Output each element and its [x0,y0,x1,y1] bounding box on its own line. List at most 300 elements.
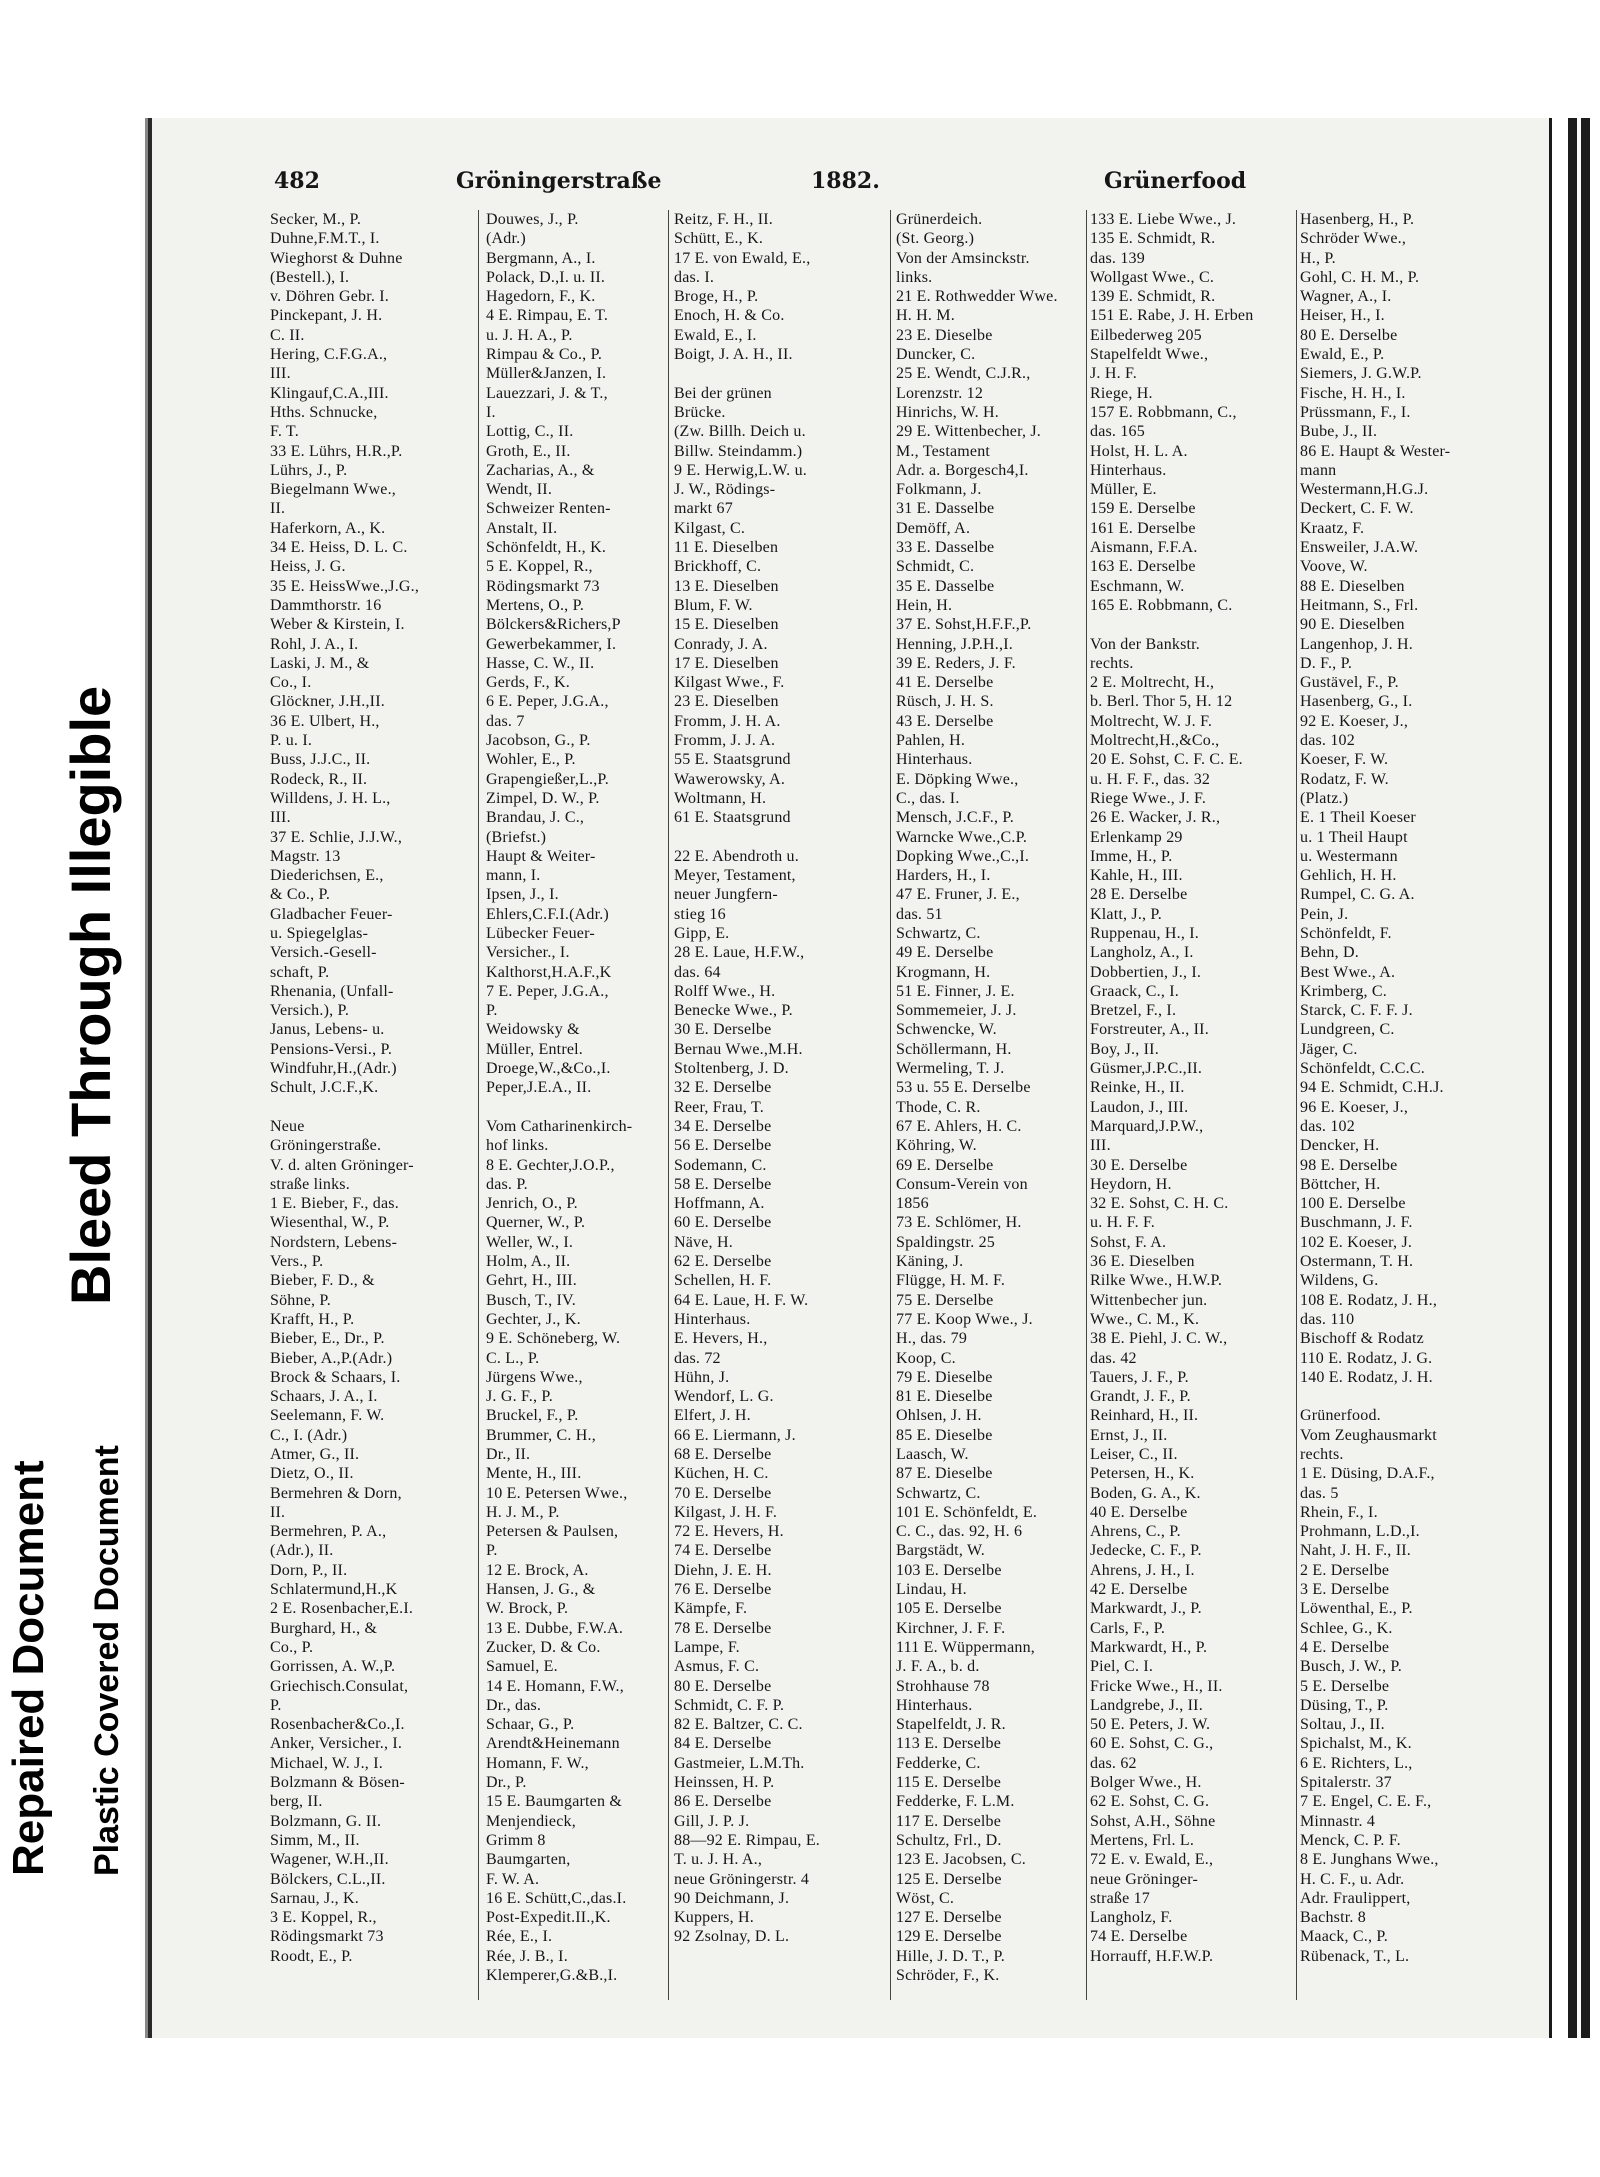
directory-entry-line: Jäger, C. [1300,1040,1358,1058]
directory-entry-line: Petersen, H., K. [1090,1465,1195,1483]
directory-entry-line: 8 E. Junghans Wwe., [1300,1851,1439,1869]
directory-entry-line: 81 E. Dieselbe [896,1388,993,1406]
directory-entry-line: Sommemeier, J. J. [896,1002,1017,1020]
directory-entry-line: Lampe, F. [674,1638,740,1656]
directory-entry-line: 117 E. Derselbe [896,1812,1002,1830]
directory-entry-line: Rosenbacher&Co.,I. [270,1716,405,1734]
directory-entry-line: Meyer, Testament, [674,867,796,885]
directory-entry-line: Bischoff & Rodatz [1300,1330,1424,1348]
directory-entry-line: 111 E. Wüppermann, [896,1638,1035,1656]
directory-entry-line: Brickhoff, C. [674,558,762,576]
directory-entry-line: Pein, J. [1300,905,1349,923]
year: 1882. [811,168,880,194]
directory-entry-line: Hein, H. [896,596,953,614]
column-divider [1086,210,1087,2000]
directory-entry-line: III. [270,365,291,383]
directory-entry-line: 6 E. Richters, L., [1300,1754,1413,1772]
directory-entry-line: Busch, T., IV. [486,1291,576,1309]
directory-entry-line: Grimm 8 [486,1831,546,1849]
column-divider [1296,210,1297,2000]
directory-entry-line: Rée, E., I. [486,1928,553,1946]
directory-entry-line: 43 E. Derselbe [896,712,994,730]
directory-entry-line: Jenrich, O., P. [486,1195,578,1213]
directory-entry-line: Homann, F. W., [486,1754,589,1772]
directory-entry-line: straße 17 [1090,1889,1151,1907]
directory-entry-line: rechts. [1090,654,1134,672]
directory-entry-line: 21 E. Rothwedder Wwe. [896,288,1058,306]
directory-entry-line: Pahlen, H. [896,732,966,750]
directory-entry-line: 20 E. Sohst, C. F. C. E. [1090,751,1243,769]
directory-entry-line: 98 E. Derselbe [1300,1156,1398,1174]
directory-entry-line: Heiss, J. G. [270,558,346,576]
directory-entry-line: 15 E. Baumgarten & [486,1793,623,1811]
directory-entry-line: Klingauf,C.A.,III. [270,384,389,402]
directory-entry-line: Rée, J. B., I. [486,1947,568,1965]
directory-entry-line: Bei der grünen [674,384,772,402]
directory-entry-line: Secker, M., P. [270,211,362,228]
directory-entry-line: Anstalt, II. [486,519,558,537]
directory-entry-line: Polack, D.,I. u. II. [486,268,606,286]
directory-entry-line: 4 E. Rimpau, E. T. [486,307,609,325]
directory-entry-line: J. G. F., P. [486,1388,553,1406]
directory-entry-line: Willdens, J. H. L., [270,789,391,807]
directory-entry-line: Laudon, J., III. [1090,1098,1189,1116]
directory-entry-line: Haferkorn, A., K. [270,519,386,537]
directory-entry-line: Spitalerstr. 37 [1300,1774,1392,1792]
directory-entry-line: Von der Amsinckstr. [896,249,1030,267]
directory-entry-line: Jedecke, C. F., P. [1090,1542,1202,1560]
directory-entry-line: Henning, J.P.H.,I. [896,635,1013,653]
directory-entry-line: Hagedorn, F., K. [486,288,596,306]
directory-entry-line [486,1098,666,1117]
directory-entry-line: 23 E. Dieselbe [896,326,993,344]
directory-entry-line: 36 E. Dieselben [1090,1253,1195,1271]
directory-entry-line: Langholz, A., I. [1090,944,1194,962]
directory-entry-line: 28 E. Derselbe [1090,886,1188,904]
directory-entry-line: C., I. (Adr.) [270,1426,348,1444]
directory-entry-line: H., das. 79 [896,1330,968,1348]
directory-entry-line: P. u. I. [270,732,313,750]
directory-entry-line: Kilgast, J. H. F. [674,1503,778,1521]
directory-entry-line: 30 E. Derselbe [674,1021,772,1039]
directory-entry-line: Pensions-Versi., P. [270,1040,393,1058]
directory-entry-line: Gehrt, H., III. [486,1272,577,1290]
directory-column-5 [1090,210,1290,1966]
directory-entry-line: 3 E. Derselbe [1300,1581,1390,1599]
directory-entry-line: Gewerbekammer, I. [486,635,617,653]
directory-entry-line: Imme, H., P. [1090,847,1173,865]
directory-entry-line: 51 E. Finner, J. E. [896,982,1015,1000]
directory-entry-line: Schwartz, C. [896,1484,981,1502]
directory-entry-line: Sohst, A.H., Söhne [1090,1812,1216,1830]
directory-entry-line: 101 E. Schönfeldt, E. [896,1503,1038,1521]
directory-entry-line: 72 E. v. Ewald, E., [1090,1851,1214,1869]
directory-entry-line: 84 E. Derselbe [674,1735,772,1753]
directory-entry-line: Sohst, F. A. [1090,1233,1167,1251]
directory-entry-line: Burghard, H., & [270,1619,378,1637]
directory-entry-line: Gerds, F., K. [486,674,570,692]
directory-entry-line: Fische, H. H., I. [1300,384,1406,402]
directory-entry-line: 165 E. Robbmann, C. [1090,596,1233,614]
directory-entry-line: Dopking Wwe.,C.,I. [896,847,1030,865]
directory-entry-line: Grünerfood. [1300,1407,1381,1425]
directory-entry-line: Kalthorst,H.A.F.,K [486,963,612,981]
directory-entry-line: Hinterhaus. [896,751,973,769]
directory-entry-line: Vom Zeughausmarkt [1300,1426,1437,1444]
directory-entry-line: Adr. Fraulippert, [1300,1889,1411,1907]
directory-entry-line: C., das. I. [896,789,960,807]
directory-entry-line: 42 E. Derselbe [1090,1581,1188,1599]
directory-entry-line: Weller, W., I. [486,1233,574,1251]
directory-entry-line: Gipp, E. [674,924,730,942]
directory-entry-line: Windfuhr,H.,(Adr.) [270,1060,397,1078]
directory-entry-line: das. 102 [1300,732,1355,750]
directory-entry-line: 102 E. Koeser, J. [1300,1233,1413,1251]
directory-entry-line: Warncke Wwe.,C.P. [896,828,1028,846]
directory-entry-line: 10 E. Petersen Wwe., [486,1484,628,1502]
directory-entry-line: Strohhause 78 [896,1677,990,1695]
directory-entry-line: 30 E. Derselbe [1090,1156,1188,1174]
directory-entry-line: (Briefst.) [486,828,547,846]
directory-entry-line: 77 E. Koop Wwe., J. [896,1310,1033,1328]
directory-entry-line: II. [270,1503,286,1521]
directory-entry-line: Wendt, II. [486,481,553,499]
directory-entry-line: Billw. Steindamm.) [674,442,803,460]
directory-entry-line: Krimberg, C. [1300,982,1387,1000]
directory-entry-line: Leiser, C., II. [1090,1446,1178,1463]
directory-entry-line: 115 E. Derselbe [896,1774,1002,1792]
directory-entry-line: 31 E. Dasselbe [896,500,995,518]
directory-entry-line: 92 E. Koeser, J., [1300,712,1409,730]
directory-entry-line: Gechter, J., K. [486,1310,581,1328]
directory-entry-line: Flügge, H. M. F. [896,1272,1006,1290]
directory-entry-line: mann [1300,461,1337,479]
directory-entry-line: Tauers, J. F., P. [1090,1368,1189,1386]
directory-entry-line: 47 E. Fruner, J. E., [896,886,1020,904]
directory-entry-line: Atmer, G., II. [270,1446,360,1463]
directory-entry-line: Rodatz, F. W. [1300,770,1389,788]
directory-entry-line: Griechisch.Consulat, [270,1677,409,1695]
directory-entry-line: Zimpel, D. W., P. [486,789,600,807]
directory-entry-line: V. d. alten Gröninger- [270,1156,414,1174]
directory-entry-line: u. H. F. F., das. 32 [1090,770,1211,788]
directory-entry-line: Gladbacher Feuer- [270,905,393,923]
directory-entry-line: Krafft, H., P. [270,1310,355,1328]
directory-entry-line: Consum-Verein von [896,1175,1028,1193]
directory-entry-line: 16 E. Schütt,C.,das.I. [486,1889,627,1907]
directory-entry-line: Anker, Versicher., I. [270,1735,403,1753]
directory-entry-line: u. 1 Theil Haupt [1300,828,1408,846]
directory-entry-line: 86 E. Derselbe [674,1793,772,1811]
directory-entry-line: Duncker, C. [896,346,976,364]
directory-entry-line: 123 E. Jacobsen, C. [896,1851,1027,1869]
directory-entry-line: J. W., Rödings- [674,481,776,499]
directory-entry-line: D. F., P. [1300,654,1353,672]
directory-entry-line: das. P. [486,1175,528,1193]
directory-entry-line: Kilgast, C. [674,519,746,537]
directory-entry-line: Hinrichs, W. H. [896,403,999,421]
directory-entry-line: das. 165 [1090,423,1145,441]
directory-entry-line: Asmus, F. C. [674,1658,760,1676]
directory-entry-line: Kraatz, F. [1300,519,1365,537]
directory-entry-line: 53 u. 55 E. Derselbe [896,1079,1031,1097]
directory-entry-line: Naht, J. H. F., II. [1300,1542,1411,1560]
directory-entry-line: Boigt, J. A. H., II. [674,346,793,364]
directory-entry-line: Soltau, J., II. [1300,1716,1385,1734]
directory-entry-line: Grandt, J. F., P. [1090,1388,1191,1406]
directory-entry-line: 86 E. Haupt & Wester- [1300,442,1451,460]
directory-entry-line: F. T. [270,423,299,441]
directory-entry-line: Schlatermund,H.,K [270,1581,398,1599]
directory-entry-line: 113 E. Derselbe [896,1735,1002,1753]
directory-entry-line: Lührs, J., P. [270,461,348,479]
directory-entry-line: 34 E. Derselbe [674,1117,772,1135]
directory-entry-line: Benecke Wwe., P. [674,1002,793,1020]
directory-entry-line: Neue [270,1117,305,1135]
directory-entry-line: 56 E. Derselbe [674,1137,772,1155]
directory-entry-line: (Platz.) [1300,789,1349,807]
directory-entry-line: 12 E. Brock, A. [486,1561,589,1579]
directory-entry-line: 32 E. Derselbe [674,1079,772,1097]
directory-entry-line: 159 E. Derselbe [1090,500,1196,518]
directory-entry-line: Hühn, J. [674,1368,730,1386]
directory-entry-line: Aismann, F.F.A. [1090,539,1198,557]
directory-entry-line: Krogmann, H. [896,963,991,981]
directory-entry-line: 163 E. Derselbe [1090,558,1196,576]
directory-entry-line: Dr., II. [486,1446,531,1463]
directory-entry-line: Rübenack, T., L. [1300,1947,1410,1965]
directory-entry-line: Müller, Entrel. [486,1040,583,1058]
directory-entry-line: Schmidt, C. F. P. [674,1696,785,1714]
directory-entry-line: 76 E. Derselbe [674,1581,772,1599]
directory-entry-line: 8 E. Gechter,J.O.P., [486,1156,615,1174]
directory-entry-line: das. 51 [896,905,943,923]
directory-entry-line: 75 E. Derselbe [896,1291,994,1309]
directory-entry-line: Querner, W., P. [486,1214,586,1232]
directory-entry-line: 39 E. Reders, J. F. [896,654,1016,672]
directory-entry-line: 87 E. Dieselbe [896,1465,993,1483]
directory-entry-line: 135 E. Schmidt, R. [1090,230,1216,248]
directory-entry-line: Wöst, C. [896,1889,955,1907]
directory-entry-line: Rohl, J. A., I. [270,635,359,653]
directory-entry-line: Mensch, J.C.F., P. [896,809,1014,827]
directory-entry-line: 69 E. Derselbe [896,1156,994,1174]
directory-entry-line: Boy, J., II. [1090,1040,1159,1058]
directory-entry-line: 103 E. Derselbe [896,1561,1002,1579]
directory-entry-line: das. 5 [1300,1484,1339,1502]
directory-entry-line: Moltrecht,H.,&Co., [1090,732,1220,750]
directory-entry-line: Hths. Schnucke, [270,403,378,421]
directory-entry-line: Erlenkamp 29 [1090,828,1183,846]
directory-entry-line: straße links. [270,1175,350,1193]
directory-entry-line: 37 E. Sohst,H.F.F.,P. [896,616,1032,634]
directory-entry-line: Kämpfe, F. [674,1600,748,1618]
directory-entry-line: Lottig, C., II. [486,423,574,441]
directory-entry-line: 66 E. Liermann, J. [674,1426,796,1444]
directory-entry-line: links. [896,268,933,286]
directory-entry-line: Grapengießer,L.,P. [486,770,609,788]
page-header [126,168,1276,198]
directory-entry-line: Langholz, F. [1090,1909,1173,1927]
directory-entry-line: Fedderke, C. [896,1754,981,1772]
directory-entry-line: (Zw. Billh. Deich u. [674,423,806,441]
directory-entry-line: Conrady, J. A. [674,635,768,653]
directory-entry-line: Peper,J.E.A., II. [486,1079,592,1097]
directory-entry-line: Behn, D. [1300,944,1359,962]
directory-entry-line: Bölckers&Richers,P [486,616,621,634]
directory-entry-line: Laski, J. M., & [270,654,370,672]
directory-entry-line: 88 E. Dieselben [1300,577,1405,595]
directory-entry-line: 108 E. Rodatz, J. H., [1300,1291,1438,1309]
directory-entry-line: 11 E. Dieselben [674,539,779,557]
directory-entry-line: 5 E. Derselbe [1300,1677,1390,1695]
directory-entry-line: Kahle, H., III. [1090,867,1183,885]
directory-entry-line: Riege, H. [1090,384,1153,402]
directory-entry-line: Wittenbecher jun. [1090,1291,1208,1309]
directory-entry-line: Ahrens, C., P. [1090,1523,1181,1541]
directory-entry-line: Kilgast Wwe., F. [674,674,785,692]
directory-entry-line: Rolff Wwe., H. [674,982,776,1000]
directory-entry-line: P. [486,1002,498,1020]
directory-entry-line [270,1098,470,1117]
directory-entry-line: Buschmann, J. F. [1300,1214,1413,1232]
directory-entry-line: Brummer, C. H., [486,1426,596,1444]
directory-entry-line: Hasenberg, G., I. [1300,693,1413,711]
directory-entry-line: Harders, H., I. [896,867,991,885]
directory-entry-line: 25 E. Wendt, C.J.R., [896,365,1031,383]
directory-entry-line: Bachstr. 8 [1300,1909,1366,1927]
directory-entry-line: Rodeck, R., II. [270,770,368,788]
directory-entry-line: Elfert, J. H. [674,1407,751,1425]
directory-entry-line: Dammthorstr. 16 [270,596,382,614]
directory-entry-line: Dobbertien, J., I. [1090,963,1202,981]
directory-entry-line: III. [270,809,291,827]
directory-entry-line: Reitz, F. H., II. [674,211,773,228]
directory-entry-line: H. J. M., P. [486,1503,560,1521]
directory-entry-line: Ipsen, J., I. [486,886,559,904]
directory-entry-line: das. 62 [1090,1754,1137,1772]
directory-entry-line: Bieber, A.,P.(Adr.) [270,1349,393,1367]
directory-entry-line: Schlee, G., K. [1300,1619,1393,1637]
directory-entry-line: C. L., P. [486,1349,540,1367]
directory-entry-line: Rödingsmarkt 73 [486,577,600,595]
directory-entry-line: Gohl, C. H. M., P. [1300,268,1420,286]
directory-entry-line: H., P. [1300,249,1336,267]
directory-entry-line: Söhne, P. [270,1291,331,1309]
directory-entry-line: Dr., P. [486,1774,527,1792]
directory-entry-line: Wwe., C. M., K. [1090,1310,1200,1328]
directory-entry-line: 37 E. Schlie, J.J.W., [270,828,403,846]
directory-entry-line: Schöllermann, H. [896,1040,1012,1058]
directory-entry-line: Bermehren & Dorn, [270,1484,402,1502]
directory-entry-line: Simm, M., II. [270,1831,360,1849]
directory-entry-line: Hoffmann, A. [674,1195,765,1213]
directory-entry-line: Hansen, J. G., & [486,1581,596,1599]
directory-entry-line [674,828,884,847]
directory-entry-line: Markwardt, J., P. [1090,1600,1202,1618]
directory-entry-line: 78 E. Derselbe [674,1619,772,1637]
page-number: 482 [274,168,320,194]
directory-entry-line: Buss, J.J.C., II. [270,751,371,769]
column-divider [890,210,891,2000]
directory-column-6 [1300,210,1535,1966]
directory-entry-line: 80 E. Derselbe [1300,326,1398,344]
directory-entry-line: 73 E. Schlömer, H. [896,1214,1022,1232]
directory-entry-line: 74 E. Derselbe [674,1542,772,1560]
directory-entry-line: Markwardt, H., P. [1090,1638,1208,1656]
directory-entry-line: 3 E. Koppel, R., [270,1909,377,1927]
directory-entry-line: Wagener, W.H.,II. [270,1851,389,1869]
directory-entry-line: Bargstädt, W. [896,1542,985,1560]
directory-entry-line: Lauezzari, J. & T., [486,384,608,402]
directory-entry-line: Spichalst, M., K. [1300,1735,1412,1753]
directory-entry-line: Graack, C., I. [1090,982,1179,1000]
directory-entry-line: 61 E. Staatsgrund [674,809,791,827]
directory-entry-line: (Adr.), II. [270,1542,334,1560]
directory-entry-line: v. Döhren Gebr. I. [270,288,389,306]
directory-entry-line: 90 E. Dieselben [1300,616,1405,634]
directory-entry-line: Wawerowsky, A. [674,770,786,788]
directory-entry-line: 7 E. Engel, C. E. F., [1300,1793,1432,1811]
directory-entry-line: Schaar, G., P. [486,1716,575,1734]
directory-entry-line: Wieghorst & Duhne [270,249,403,267]
column-divider [668,210,669,2000]
directory-entry-line: Schönfeldt, F. [1300,924,1392,942]
directory-entry-line: Weidowsky & [486,1021,580,1039]
directory-entry-line: Menck, C. P. F. [1300,1831,1401,1849]
directory-entry-line: 68 E. Derselbe [674,1446,772,1463]
directory-entry-line: Diederichsen, E., [270,867,384,885]
directory-entry-line: 13 E. Dubbe, F.W.A. [486,1619,624,1637]
directory-entry-line: Demöff, A. [896,519,971,537]
directory-entry-line: Hinterhaus. [1090,461,1167,479]
directory-entry-line: E. Hevers, H., [674,1330,768,1348]
directory-entry-line: 34 E. Heiss, D. L. C. [270,539,408,557]
directory-entry-line: P. [270,1696,282,1714]
directory-entry-line: Ruppenau, H., I. [1090,924,1199,942]
directory-entry-line: Fricke Wwe., H., II. [1090,1677,1223,1695]
directory-entry-line: Schellen, H. F. [674,1272,772,1290]
directory-entry-line: Brock & Schaars, I. [270,1368,401,1386]
directory-entry-line: Müller, E. [1090,481,1157,499]
directory-entry-line: Folkmann, J. [896,481,982,499]
directory-entry-line: C. C., das. 92, H. 6 [896,1523,1023,1541]
directory-entry-line: Heinssen, H. P. [674,1774,775,1792]
directory-entry-line: u. Spiegelglas- [270,924,369,942]
directory-entry-line: Petersen & Paulsen, [486,1523,619,1541]
directory-entry-line: Kuppers, H. [674,1909,754,1927]
directory-entry-line: Schönfeldt, C.C.C. [1300,1060,1425,1078]
directory-entry-line: 2 E. Derselbe [1300,1561,1390,1579]
directory-entry-line: Ernst, J., II. [1090,1426,1168,1444]
directory-entry-line: Woltmann, H. [674,789,767,807]
directory-entry-line: Gorrissen, A. W.,P. [270,1658,396,1676]
directory-entry-line: H. C. F., u. Adr. [1300,1870,1405,1888]
directory-entry-line: Bube, J., II. [1300,423,1378,441]
directory-entry-line: Schröder, F., K. [896,1967,1000,1985]
directory-entry-line: Hille, J. D. T., P. [896,1947,1005,1965]
directory-entry-line: 50 E. Peters, J. W. [1090,1716,1211,1734]
directory-entry-line: Biegelmann Wwe., [270,481,396,499]
directory-column-4 [896,210,1081,1985]
directory-entry-line: das. I. [674,268,715,286]
directory-entry-line: 60 E. Sohst, C. G., [1090,1735,1214,1753]
directory-entry-line: 62 E. Sohst, C. G. [1090,1793,1210,1811]
directory-entry-line: Rumpel, C. G. A. [1300,886,1415,904]
directory-entry-line: 74 E. Derselbe [1090,1928,1188,1946]
directory-entry-line: 26 E. Wacker, J. R., [1090,809,1221,827]
directory-entry-line: Thode, C. R. [896,1098,981,1116]
